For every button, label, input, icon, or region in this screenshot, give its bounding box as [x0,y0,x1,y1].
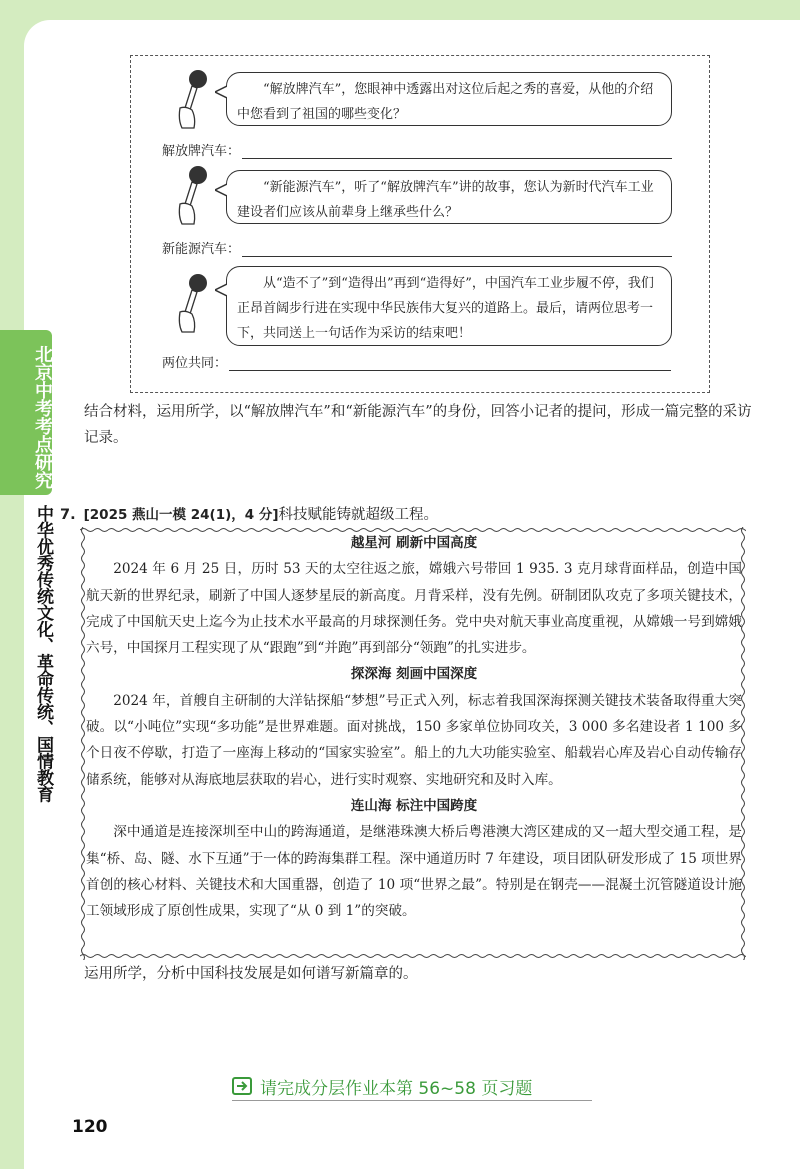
microphone-icon [172,68,212,130]
section-title: 中华优秀传统文化、革命传统、国情教育 [33,505,53,802]
microphone-icon [172,272,212,334]
answer-row-1 [162,140,672,159]
homework-reminder[interactable] [232,1073,532,1099]
bubble-text-3: 从“造不了”到“造得出”再到“造得好”，中国汽车工业步履不停，我们正昂首阔步行进在实现中华民族伟大复兴的道路上。最后，请两位思考一下，共同送上一句话作为采访的结束吧！ [237,276,654,341]
answer-row-2 [162,238,672,257]
answer-row-3 [162,352,671,371]
material-paragraph-3: 深中通道是连接深圳至中山的跨海通道，是继港珠澳大桥后粤港澳大湾区建成的又一超大型交通工程，是集“桥、岛、隧、水下互通”于一体的跨海集群工程。深中通道历时 7 年建设，项目团队研发形成了 15 项世界首创的核心材料、关键技术和大国重器，创造了 10 项“世界之最”。特别是在钢壳——混凝土沉管隧道设计施工领域形成了原创性成果，实现了“从 0 到 1”的突破。 [86,824,742,920]
microphone-icon [172,164,212,226]
answer-line-1[interactable] [242,157,672,159]
homework-text: 请完成分层作业本第 56~58 页习题 [260,1078,533,1099]
material-text [86,530,742,924]
material-paragraph-1: 2024 年 6 月 25 日，历时 53 天的太空往返之旅，嫦娥六号带回 1 935. 3 克月球背面样品，创造中国航天新的世界纪录，刷新了中国人逐梦星辰的新高度。月背采样，没有先例。研制团队攻克了多项关键技术，完成了中国航天史上迄今为止技术水平最高的月球探测任务。党中央对航天事业高度重视，从嫦娥一号到嫦娥六号，中国探月工程实现了从“跟跑”到“并跑”再到部分“领跑”的扎实进步。 [86,561,742,657]
material-heading-3: 连山海 标注中国跨度 [350,797,478,814]
speech-bubble-closing [226,266,672,346]
question-7-instruction: 运用所学，分析中国科技发展是如何谱写新篇章的。 [84,966,418,982]
page-number: 120 [72,1117,108,1137]
footer-divider [232,1100,592,1101]
homework-arrow-icon [232,1077,252,1095]
question-6-instruction: 结合材料，运用所学，以“解放牌汽车”和“新能源汽车”的身份，回答小记者的提问，形成一篇完整的采访记录。 [84,404,752,446]
bubble-text-2: “新能源汽车”，听了“解放牌汽车”讲的故事，您认为新时代汽车工业建设者们应该从前辈身上继承些什么？ [237,180,654,220]
chapter-tab-label: 北京中考考点研究 [32,345,53,489]
answer-line-2[interactable] [242,255,672,257]
speech-bubble-question-1 [226,72,672,126]
answer-label-1: 解放牌汽车： [162,144,241,159]
bubble-text-1: “解放牌汽车”，您眼神中透露出对这位后起之秀的喜爱，从他的介绍中您看到了祖国的哪些变化？ [237,82,654,122]
question-title: 科技赋能铸就超级工程。 [278,507,439,523]
answer-label-2: 新能源汽车： [162,242,241,257]
question-number: 7. [60,507,76,523]
material-heading-2: 探深海 刻画中国深度 [350,666,478,683]
question-source: [2025 燕山一模 24(1)，4 分] [83,507,279,523]
answer-line-3[interactable] [229,369,671,371]
speech-bubble-question-2 [226,170,672,224]
material-heading-1: 越星河 刷新中国高度 [350,535,478,551]
answer-label-3: 两位共同： [162,356,228,371]
question-7-header [60,503,438,524]
material-paragraph-2: 2024 年，首艘自主研制的大洋钻探船“梦想”号正式入列，标志着我国深海探测关键技术装备取得重大突破。以“小吨位”实现“多功能”是世界难题。面对挑战，150 多家单位协同攻关，3 000 多名建设者 1 100 多个日夜不停歇，打造了一座海上移动的“国家实验室”。船上的九大功能实验室、船载岩心库及岩心自动传输存储系统，能够对从海底地层获取的岩心，进行实时观察、实地研究和及时入库。 [86,692,742,788]
